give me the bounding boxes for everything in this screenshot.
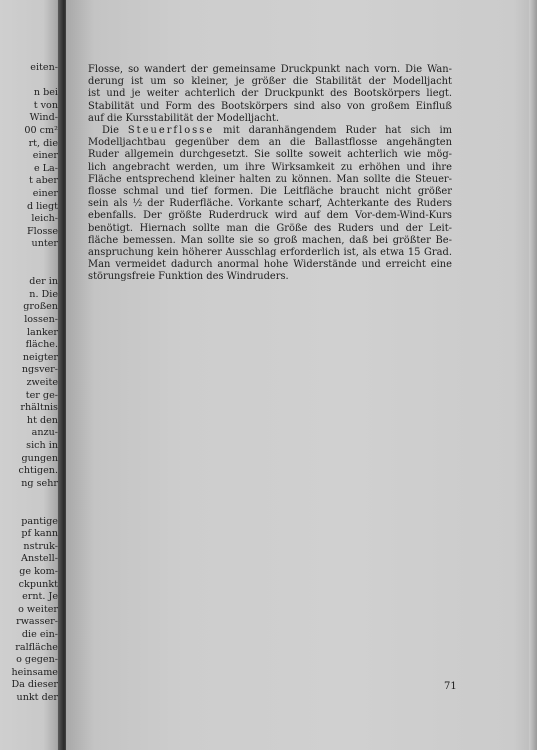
- text-line: lich angebracht werden, um ihre Wirksamkeit zu erhöhen und ihre: [88, 161, 452, 173]
- left-page-line: ngsver-: [21, 364, 58, 376]
- left-page-line: rwasser-: [16, 616, 58, 628]
- left-page-line: sich in: [26, 440, 58, 451]
- left-facing-page: [0, 0, 62, 750]
- left-page-line: der in: [29, 276, 58, 288]
- text-line: Man vermeidet dadurch anormal hohe Widerstände und erreicht eine: [88, 259, 452, 271]
- left-page-line: ralfläche: [15, 641, 58, 653]
- text-line: [88, 125, 452, 137]
- text-line: flosse schmal und tief formen. Die Leitfläche braucht nicht größer: [88, 186, 452, 198]
- spaced-term: Steuerflosse: [127, 125, 215, 137]
- left-page-line: anzu-: [31, 427, 58, 439]
- left-page-line: fläche.: [25, 339, 58, 351]
- left-page-line: neigter: [22, 351, 58, 363]
- left-page-line: leich-: [31, 213, 58, 225]
- left-page-line: o gegen-: [16, 654, 58, 666]
- left-page-line: gungen: [21, 452, 58, 464]
- text-line: störungsfreie Funktion des Windruders.: [88, 271, 289, 283]
- body-text: [88, 64, 452, 284]
- left-page-line: unter: [31, 238, 58, 250]
- left-page-line: ter ge-: [25, 389, 58, 401]
- text-line: ist und je weiter achterlich der Druckpunkt des Bootskörpers liegt.: [88, 88, 452, 100]
- left-page-line: einer: [32, 188, 58, 199]
- text-line: Ruder allgemein durchgesetzt. Sie sollte soweit achterlich wie mög-: [88, 149, 452, 161]
- left-page-line: einer: [32, 150, 58, 162]
- left-page-line: ng sehr: [21, 477, 58, 489]
- text-line: derung ist um so kleiner, je größer die Stabilität der Modelljacht: [88, 76, 452, 88]
- left-page-line: ckpunkt: [18, 578, 58, 590]
- text-line: auf die Kursstabilität der Modelljacht.: [88, 112, 280, 124]
- left-page-line: 00 cm²: [24, 125, 58, 136]
- left-page-line: lanker: [26, 326, 58, 338]
- left-page-line: großen: [23, 301, 58, 313]
- left-page-line: rt, die: [28, 137, 58, 149]
- word: mit daranhängendem Ruder hat sich im: [223, 125, 453, 137]
- right-page: [66, 0, 537, 750]
- left-page-line: ge kom-: [19, 566, 58, 577]
- left-page-line: Da dieser: [11, 679, 58, 691]
- paragraph-1: [88, 64, 452, 125]
- left-page-line: die ein-: [21, 629, 58, 640]
- text-line: anspruchung kein höherer Ausschlag erforderlich ist, als etwa 15 Grad.: [88, 247, 452, 259]
- left-page-line: ernt. Je: [22, 591, 58, 603]
- left-page-line: n. Die: [29, 288, 58, 300]
- text-line: benötigt. Hiernach sollte man die Größe des Ruders und der Leit-: [88, 222, 452, 234]
- left-page-line: pf kann: [21, 528, 58, 540]
- text-line: Modelljachtbau gegenüber dem an die Ballastflosse angehängten: [88, 137, 452, 149]
- left-page-line: zweite: [26, 377, 58, 388]
- left-page-line: n bei: [33, 87, 58, 99]
- left-page-line: eiten-: [30, 62, 58, 73]
- left-page-line: Wind-: [29, 112, 58, 124]
- page-edge: [529, 0, 537, 750]
- left-page-line: t von: [33, 99, 58, 111]
- left-page-line: o weiter: [18, 603, 58, 615]
- left-page-line: Anstell-: [21, 553, 58, 565]
- left-page-line: ht den: [26, 414, 58, 426]
- left-page-line: chtigen.: [18, 465, 58, 477]
- left-page-line: d liegt: [26, 200, 58, 212]
- left-page-line: nstruk-: [23, 540, 58, 552]
- left-page-line: e La-: [33, 162, 58, 174]
- left-page-line: unkt der: [16, 692, 58, 703]
- left-page-line: Flosse: [26, 225, 58, 237]
- left-page-line: lossen-: [24, 314, 58, 325]
- left-page-line: heinsame: [11, 666, 58, 678]
- left-page-line: t aber: [28, 175, 58, 187]
- paragraph-2: [88, 125, 452, 284]
- text-line: fläche bemessen. Man sollte sie so groß machen, daß bei größter Be-: [88, 234, 452, 246]
- left-page-line: rhältnis: [20, 402, 58, 414]
- page-number: 71: [444, 681, 457, 692]
- text-line: Fläche entsprechend kleiner halten zu können. Man sollte die Steuer-: [88, 173, 452, 185]
- text-line: sein als ½ der Ruderfläche. Vorkante scharf, Achterkante des Ruders: [88, 198, 452, 210]
- text-line: ebenfalls. Der größte Ruderdruck wird auf dem Vor-dem-Wind-Kurs: [88, 210, 452, 222]
- left-page-line: pantige: [21, 515, 58, 527]
- word: Die: [102, 125, 119, 137]
- text-line: Flosse, so wandert der gemeinsame Druckpunkt nach vorn. Die Wan-: [88, 64, 452, 75]
- text-line: Stabilität und Form des Bootskörpers sind also von großem Einfluß: [88, 100, 452, 112]
